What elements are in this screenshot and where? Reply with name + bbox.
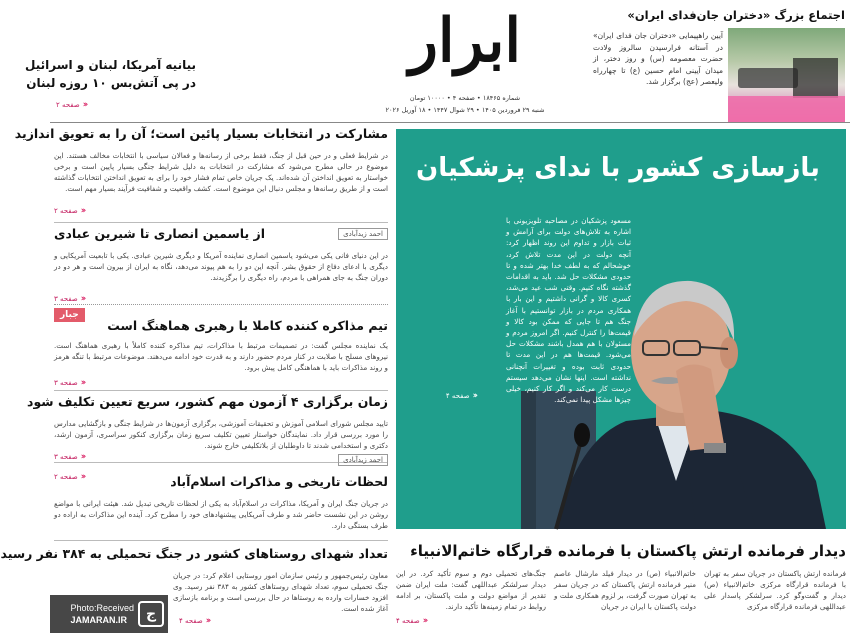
watermark [50, 595, 168, 633]
top-right-headline: اجتماع بزرگ «دختران جان‌فدای ایران» [627, 8, 845, 22]
chevron-left-icon: ‹‹ [80, 294, 85, 304]
side-story-1-more[interactable] [54, 206, 84, 216]
side-story-3-more[interactable] [54, 378, 84, 388]
side-story-3-text: یک نماینده مجلس گفت: در تصمیمات مرتبط با مذاکرات، تیم مذاکره کننده کاملاً با رهبری هماهنگ است. نیروهای مسلح با صلابت در کنار مردم حضور دارند و به قدرت خود ادامه می‌دهند. موضوعات مرتبط با تنگه هرمز و روند مذاکرات باید با هماهنگی کامل پیش برود. [54, 341, 388, 372]
side-story-5-more[interactable] [54, 472, 84, 482]
top-left-more[interactable] [56, 100, 86, 110]
side-story-1 [14, 126, 388, 216]
bottom-col-2: خاتم‌الانبیاء (ص) در دیدار فیلد مارشال عاصم منیر فرمانده ارتش پاکستان که در جریان سفر به تهران صورت گرفت، بر لزوم همکاری ملت و دولت پاکستان با ایران در جریان [554, 569, 696, 611]
watermark-line-2: JAMARAN.IR [70, 615, 127, 625]
top-left-headline-2: در پی آتش‌بس ۱۰ روزه لبنان [26, 76, 196, 90]
side-story-1-text: در شرایط فعلی و در حین قبل از جنگ، فقط برخی از رسانه‌ها و فعالان سیاسی با انتخابات مخالف هستند. این موضوع در حالی مطرح می‌شود که مشارکت در انتخابات به دلیل شرایط جنگی بسیار پایین است و برخی خواستار به تعویق انداختن آن شده‌اند. یک جریان خاص تمام فشار خود را برای به تعویق انداختن انتخابات گذاشته است و از طریق رسانه‌ها و مجلس دنبال این موضوع است. کشف واقعیت و شفافیت فرآیند بسیار مهم است. [54, 151, 388, 193]
divider [54, 390, 388, 391]
side-story-5 [54, 454, 388, 538]
side-story-6-headline: تعداد شهدای روستاهای کشور در جنگ تحمیلی به ۳۸۴ نفر رسید [0, 546, 388, 561]
side-story-2 [54, 226, 388, 306]
jamaran-logo-icon: ج [138, 601, 164, 627]
bottom-col-3: جنگ‌های تحمیلی دوم و سوم تأکید کرد. در این دیدار سرلشکر عبداللهی گفت: ملت ایران ضمن تقدیر از مواضع دولت و ملت پاکستان، بر ادامه روابط در تمام زمینه‌ها تأکید دارند. [396, 569, 546, 611]
side-story-2-headline: از یاسمین انصاری تا شیرین عبادی [54, 226, 265, 241]
top-left-story [25, 58, 196, 118]
side-story-1-headline: مشارکت در انتخابات بسیار پائین است؛ آن را به تعویق اندازید [14, 126, 388, 141]
side-story-5-text: در جریان جنگ ایران و آمریکا، مذاکرات در اسلام‌آباد به یکی از لحظات تاریخی تبدیل شد. هیئت ایرانی با مواضع روشن در این نشست حاضر شد و طرف آمریکایی پیشنهادهای خود را مطرح کرد. آینده این مذاکرات به اراده دو طرف بستگی دارد. [54, 499, 388, 530]
bottom-more[interactable] [396, 616, 426, 626]
top-right-photo[interactable] [728, 28, 845, 123]
top-right-text: آیین راهپیمایی «دختران جان فدای ایران» در آستانه فرارسیدن سالروز ولادت حضرت معصومه (س) و روز دختر، از میدان آیینی امام حسین (ع) تا چهارراه ولیعصر (عج) برگزار شد. [593, 31, 723, 86]
issue-line: شماره ۱۸۴۶۵ • صفحه ۴ • ۱۰۰۰۰ تومان [409, 94, 521, 102]
masthead [385, 0, 545, 120]
side-story-6-more[interactable] [179, 616, 209, 626]
side-story-2-more-label: صفحه ۳ [54, 295, 78, 303]
masthead-rule [50, 122, 850, 123]
side-story-3-headline: تیم مذاکره کننده کاملا با رهبری هماهنگ است [107, 318, 388, 333]
side-story-5-headline: لحظات تاریخی و مذاکرات اسلام‌آباد [170, 474, 388, 489]
main-headline: بازسازی کشور با ندای پزشکیان [416, 153, 820, 183]
side-story-4-headline: زمان برگزاری ۴ آزمون مهم کشور، سریع تعیین تکلیف شود [27, 394, 388, 409]
divider [54, 540, 388, 541]
main-text: مسعود پزشکیان در مصاحبه تلویزیونی با اشاره به تلاش‌های دولت برای آرامش و ثبات بازار و تداوم این روند اظهار کرد: آنچه دولت در این مدت تلاش کرد، خوشحالم که به لطف خدا بهتر شده و تا حدودی مشکلات حل شد. باید به اقدامات گذشته نگاه کنیم. وقتی شب عید می‌شد، کسری کالا و گرانی داشتیم و این بار با همکاری مردم در بازار توانستیم با آغاز جنگ هم تا جایی که ممکن بود کالا و قیمت‌ها را کنترل کنیم. اگر امروز مردم و مسئولان با هم همدل باشند مشکلات حل می‌شود. قیمت‌ها هم در این مدت تا حدودی ثابت بوده و تغییرات آنچنانی نداشته است. اینها نشان می‌دهد سیستم درست کار می‌کند و اگر کار کنیم، خیلی چیزها مشکل پیدا نمی‌کند. [506, 216, 631, 405]
side-story-4-text: تایید مجلس شورای اسلامی آموزش و تحقیقات آموزشی، برگزاری آزمون‌ها در شرایط جنگی و بازگشایی مدارس را مورد بررسی قرار داد. نمایندگان خواستار تعیین تکلیف سریع زمان برگزاری کنکور سراسری، آزمون ارشد، دکتری و استخدامی شدند تا داوطلبان از بلاتکلیفی خارج شوند. [54, 419, 388, 450]
watermark-text [70, 602, 134, 626]
side-story-3-label: جبار [54, 308, 85, 322]
side-story-3 [54, 308, 388, 388]
top-left-more-label: صفحه ۲ [56, 101, 80, 109]
main-more[interactable] [446, 391, 476, 401]
bottom-col-1: فرمانده ارتش پاکستان در جریان سفر به تهران با فرمانده قرارگاه مرکزی خاتم‌الانبیاء (ص) دیدار و گفت‌وگو کرد. سرلشکر پاسدار علی عبداللهی فرمانده قرارگاه مرکزی [704, 569, 846, 611]
side-story-6-text: معاون رئیس‌جمهور و رئیس سازمان امور روستایی اعلام کرد: در جریان جنگ تحمیلی سوم، تعداد شهدای روستاهای کشور به ۳۸۴ نفر رسید. وی افزود خسارات وارده به روستاها در حال بررسی است و برنامه بازسازی آغاز شده است. [173, 571, 388, 613]
chevron-left-icon: ‹‹ [82, 100, 87, 110]
main-story [396, 129, 846, 529]
masthead-logo: ابرار [408, 6, 522, 76]
chevron-left-icon: ‹‹ [205, 616, 210, 626]
main-more-label: صفحه ۴ [445, 392, 470, 400]
bottom-more-label: صفحه ۴ [396, 617, 420, 625]
side-story-4-more-label: صفحه ۳ [54, 453, 78, 461]
divider [54, 222, 388, 223]
side-story-2-more[interactable] [54, 294, 84, 304]
divider [54, 304, 388, 305]
top-left-headline-1: بیانیه آمریکا، لبنان و اسرائیل [25, 58, 196, 72]
side-story-1-more-label: صفحه ۲ [54, 207, 78, 215]
side-story-2-text: در این دنیای فانی یکی می‌شود یاسمین انصاری نماینده آمریکا و دیگری شیرین عبادی. یکی با تابعیت آمریکایی و دیگری با ادعای دفاع از حقوق بشر. آنچه این دو را به هم پیوند می‌دهد، نگاه به ایران از بیرون است و هر دو در دوران جنگ به جای همراهی با مردم، راه دیگری را برگزیدند. [54, 251, 388, 282]
top-right-story [590, 8, 845, 123]
side-story-5-more-label: صفحه ۲ [54, 473, 78, 481]
chevron-left-icon: ‹‹ [80, 206, 85, 216]
watermark-line-1: Photo:Received [70, 603, 134, 613]
side-column [0, 126, 388, 633]
side-story-2-byline: احمد زیدآبادی [338, 228, 388, 240]
chevron-left-icon: ‹‹ [80, 472, 85, 482]
chevron-left-icon: ‹‹ [422, 616, 427, 626]
side-story-6-more-label: صفحه ۴ [179, 617, 203, 625]
bottom-story [396, 538, 846, 630]
chevron-left-icon: ‹‹ [80, 378, 85, 388]
bottom-headline: دیدار فرمانده ارتش پاکستان با فرمانده قرارگاه خاتم‌الانبیاء [410, 542, 846, 560]
chevron-left-icon: ‹‹ [472, 391, 476, 401]
side-story-3-more-label: صفحه ۳ [54, 379, 78, 387]
chevron-left-icon: ‹‹ [80, 452, 85, 462]
side-story-5-byline: احمد زیدآبادی [338, 454, 388, 466]
date-line: شنبه ۲۹ فروردین ۱۴۰۵ • ۲۹ شوال ۱۴۴۷ • ۱۸ آوریل ۲۰۲۶ [385, 106, 545, 114]
